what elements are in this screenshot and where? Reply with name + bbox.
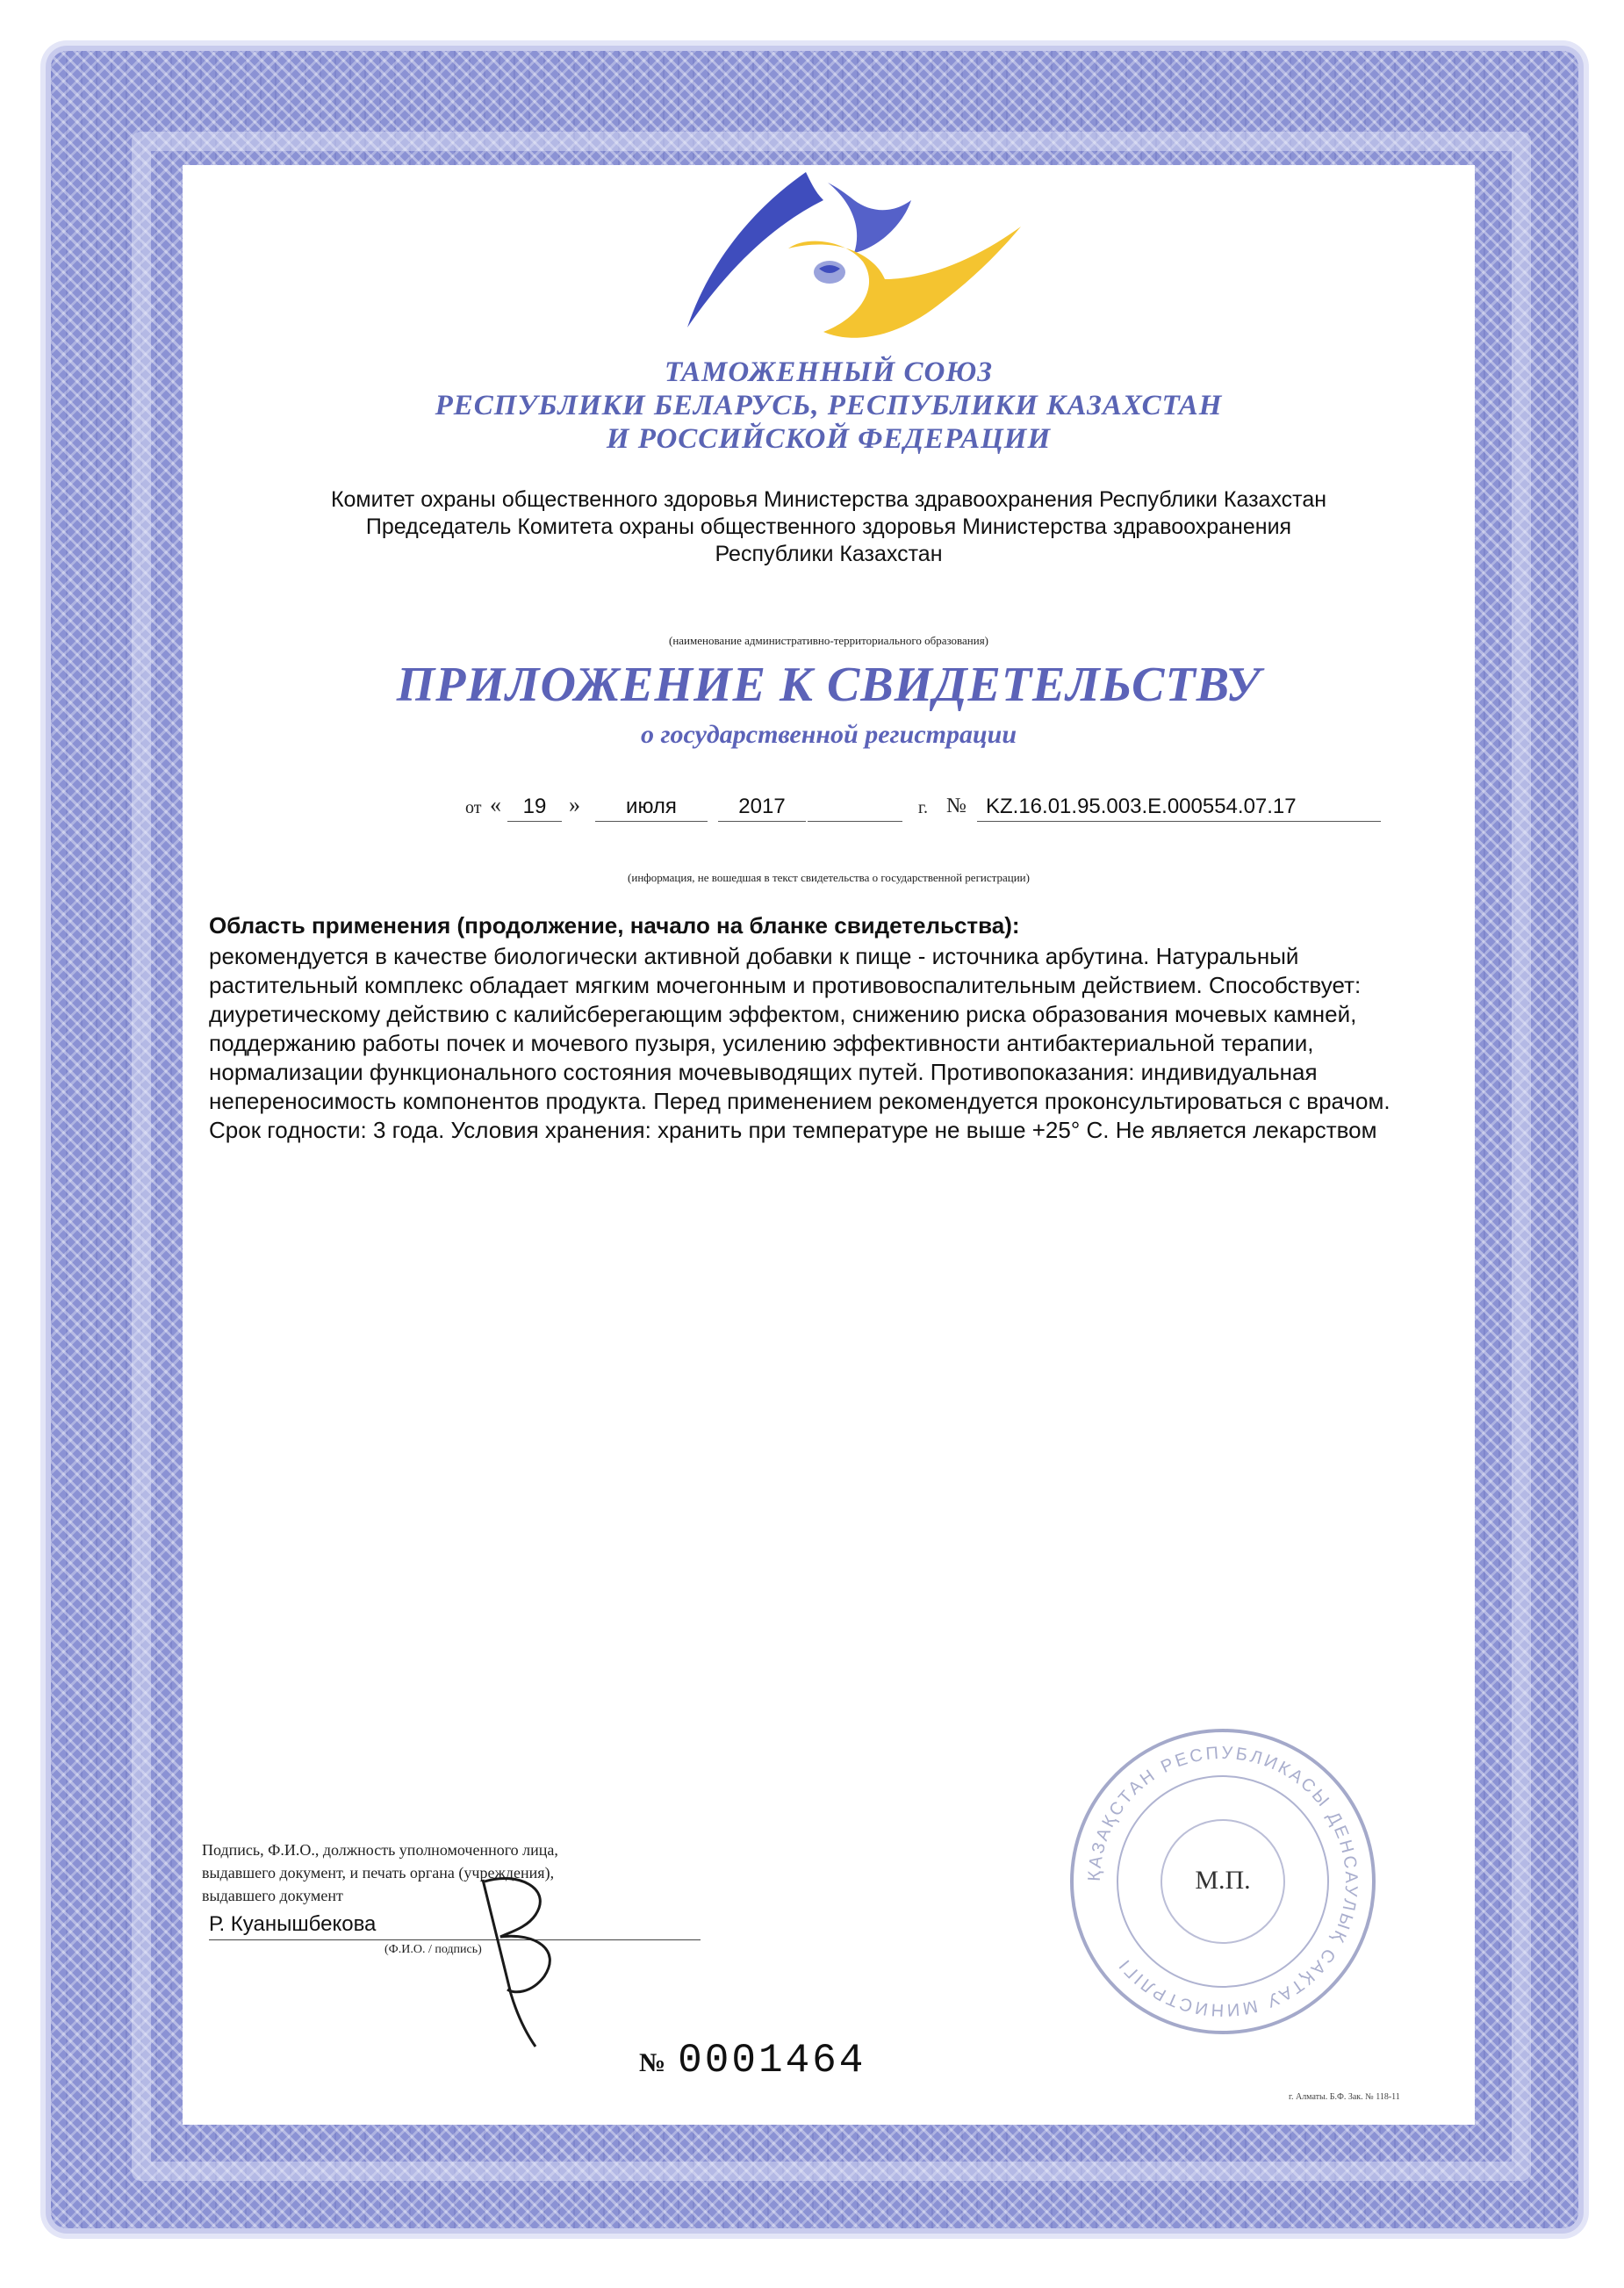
admin-territory-note: (наименование административно-территориального образования) bbox=[668, 634, 989, 647]
signer-caption: (Ф.И.О. / подпись) bbox=[384, 1943, 482, 1956]
serial-number bbox=[639, 2033, 866, 2083]
scope-text: рекомендуется в качестве биологически активной добавки к пище - источника арбутина. Натуральный растительный комплекс обладает мягким мочегонным и противовоспалительным действием. Способствует: диуретическому действию с калийсберегающим эффектом, снижению риска образования мочевых камней, поддержанию работы почек и мочевого пузыря, усилению эффективности антибактериальной терапии, нормализации функционального состояния мочевыводящих путей. Противопоказания: индивидуальная непереносимость компонентов продукта. Перед применением рекомендуется проконсультироваться с врачом. Срок годности: 3 года. Условия хранения: хранить при температуре не выше +25° С. Не является лекарством bbox=[209, 943, 1390, 1143]
document-title: ПРИЛОЖЕНИЕ К СВИДЕТЕЛЬСТВУ bbox=[396, 658, 1261, 712]
date-year-blank bbox=[808, 793, 902, 822]
eurasian-union-logo-icon bbox=[674, 165, 1043, 358]
scope-heading: Область применения (продолжение, начало на бланке свидетельства): bbox=[209, 912, 1020, 939]
date-open-quote: « bbox=[490, 792, 501, 817]
committee-line2: Председатель Комитета охраны общественного здоровья Министерства здравоохранения bbox=[365, 514, 1292, 539]
date-number-line bbox=[183, 788, 1475, 824]
signature-note-line2: выдавшего документ, и печать органа (учреждения), bbox=[202, 1864, 555, 1881]
date-day: 19 bbox=[507, 793, 562, 822]
date-from-label: от bbox=[465, 798, 482, 817]
date-month: июля bbox=[595, 793, 708, 822]
signer-name: Р. Куанышбекова bbox=[209, 1910, 701, 1940]
handwritten-signature-icon bbox=[474, 1862, 588, 2055]
committee-line3: Республики Казахстан bbox=[715, 542, 943, 566]
registration-number: KZ.16.01.95.003.E.000554.07.17 bbox=[977, 793, 1381, 822]
signature-note-line3: выдавшего документ bbox=[202, 1887, 343, 1904]
date-year-suffix: г. bbox=[918, 798, 928, 817]
number-label: № bbox=[946, 795, 966, 817]
info-note: (информация, не вошедшая в текст свидетельства о государственной регистрации) bbox=[628, 871, 1030, 884]
date-close-quote: » bbox=[569, 792, 580, 817]
certificate-sheet bbox=[183, 165, 1475, 2125]
union-title-line3: И РОССИЙСКОЙ ФЕДЕРАЦИИ bbox=[606, 423, 1052, 455]
stamp-ring-text: ҚАЗАҚСТАН РЕСПУБЛИКАСЫ ДЕНСАУЛЫҚ САҚТАУ МИНИСТРЛІГІ bbox=[1084, 1743, 1362, 2020]
scope-section bbox=[209, 911, 1429, 1145]
stamp-mp-label: М.П. bbox=[1195, 1866, 1251, 1895]
document-subtitle: о государственной регистрации bbox=[640, 720, 1017, 749]
union-title-line2: РЕСПУБЛИКИ БЕЛАРУСЬ, РЕСПУБЛИКИ КАЗАХСТАН bbox=[435, 390, 1223, 421]
official-stamp-icon bbox=[1065, 1723, 1381, 2040]
committee-line1: Комитет охраны общественного здоровья Министерства здравоохранения Республики Казахстан bbox=[330, 487, 1327, 512]
serial-no-label: № bbox=[639, 2048, 666, 2077]
printer-mark: г. Алматы. Б.Ф. Зак. № 118-11 bbox=[1289, 2092, 1400, 2102]
date-year: 2017 bbox=[718, 793, 806, 822]
signature-note-line1: Подпись, Ф.И.О., должность уполномоченного лица, bbox=[202, 1841, 558, 1859]
union-title-line1: ТАМОЖЕННЫЙ СОЮЗ bbox=[664, 356, 994, 388]
serial-digits: 0001464 bbox=[678, 2038, 866, 2083]
